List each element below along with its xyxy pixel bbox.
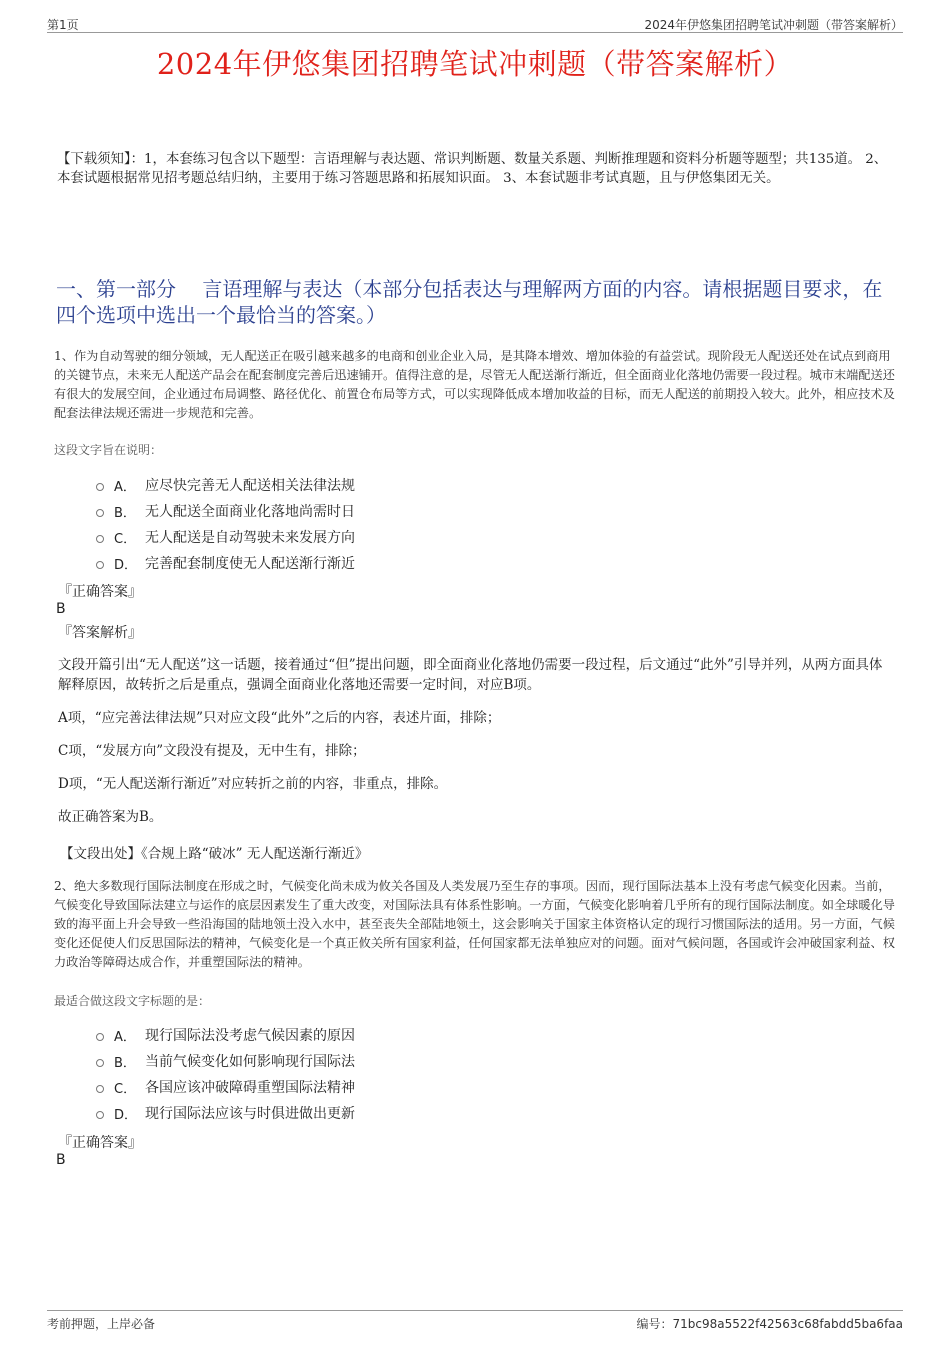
radio-icon[interactable] [96, 1085, 104, 1093]
question-1-options [96, 472, 355, 576]
analysis-label: 『答案解析』 [58, 625, 142, 641]
question-2-options [96, 1022, 355, 1126]
question-2-stem: 2、绝大多数现行国际法制度在形成之时，气候变化尚未成为攸关各国及人类发展乃至生存的事项。因而，现行国际法基本上没有考虑气候变化因素。当前，气候变化导致国际法建立与运作的底层因素发生了重大改变，对国际法具有体系性影响。一方面，气候变化影响着几乎所有的现行国际法制度。如全球暖化导致的海平面上升会导致一些沿海国的陆地领土没入水中，甚至丧失全部陆地领土，这会影响关于国家主体资格认定的现行习惯国际法的适用。另一方面，气候变化还促使人们反思国际法的精神，气候变化是一个真正攸关所有国家利益，任何国家都无法单独应对的问题。面对气候问题，各国或许会冲破国家利益、权力政治等障碍达成合作，并重塑国际法的精神。 [54, 879, 895, 969]
correct-answer-label: 『正确答案』 [58, 584, 142, 600]
option-a[interactable]: A． 应尽快完善无人配送相关法律法规 [96, 472, 355, 498]
footer-serial [636, 1315, 903, 1332]
option-text: 完善配套制度使无人配送渐行渐近 [145, 556, 355, 572]
section-title: 一、第一部分 言语理解与表达（本部分包括表达与理解两方面的内容。请根据题目要求，在四个选项中选出一个最恰当的答案。） [56, 277, 883, 327]
option-text: 当前气候变化如何影响现行国际法 [145, 1054, 355, 1070]
download-notice: 【下载须知】：1，本套练习包含以下题型：言语理解与表达题、常识判断题、数量关系题、判断推理题和资料分析题等题型；共135道。 2、本套试题根据常见招考题总结归纳，主要用于练习答题思路和拓展知识面。 3、本套试题非考试真题，且与伊悠集团无关。 [57, 152, 888, 186]
document-title: 2024年伊悠集团招聘笔试冲刺题（带答案解析） [156, 47, 794, 81]
serial-label: 编号： [636, 1317, 673, 1331]
option-text: 现行国际法应该与时俱进做出更新 [145, 1106, 355, 1122]
analysis-paragraph: A项，“应完善法律法规”只对应文段“此外”之后的内容，表述片面，排除； [58, 710, 501, 726]
option-b[interactable]: B． 无人配送全面商业化落地尚需时日 [96, 498, 355, 524]
serial-number: 71bc98a5522f42563c68fabdd5ba6faa [672, 1317, 903, 1331]
option-text: 无人配送是自动驾驶未来发展方向 [145, 530, 355, 546]
option-d[interactable]: D． 完善配套制度使无人配送渐行渐近 [96, 550, 355, 576]
option-text: 应尽快完善无人配送相关法律法规 [145, 478, 355, 494]
analysis-paragraph: C项，“发展方向”文段没有提及，无中生有，排除； [58, 743, 366, 759]
option-text: 各国应该冲破障碍重塑国际法精神 [145, 1080, 355, 1096]
analysis-paragraph: D项，“无人配送渐行渐近”对应转折之前的内容，非重点，排除。 [58, 776, 448, 792]
radio-icon[interactable] [96, 509, 104, 517]
correct-answer-label: 『正确答案』 [58, 1135, 142, 1151]
text-source: 【文段出处】《合规上路“破冰” 无人配送渐行渐近》 [60, 846, 369, 862]
page-header [47, 14, 903, 33]
radio-icon[interactable] [96, 535, 104, 543]
radio-icon[interactable] [96, 561, 104, 569]
correct-answer: B [56, 601, 66, 617]
footer-slogan: 考前押题，上岸必备 [47, 1317, 156, 1331]
question-1-stem: 1、作为自动驾驶的细分领域，无人配送正在吸引越来越多的电商和创业企业入局，是其降本增效、增加体验的有益尝试。现阶段无人配送还处在试点到商用的关键节点，未来无人配送产品会在配套制度完善后迅速铺开。值得注意的是，尽管无人配送渐行渐近，但全面商业化落地仍需要一段过程。城市末端配送还有很大的发展空间，企业通过布局调整、路径优化、前置仓布局等方式，可以实现降低成本增加收益的目标，而无人配送的前期投入较大。此外，相应技术及配套法律法规还需进一步规范和完善。 [54, 349, 895, 420]
radio-icon[interactable] [96, 1033, 104, 1041]
option-a[interactable]: A． 现行国际法没考虑气候因素的原因 [96, 1022, 355, 1048]
option-text: 无人配送全面商业化落地尚需时日 [145, 504, 355, 520]
option-text: 现行国际法没考虑气候因素的原因 [145, 1028, 355, 1044]
radio-icon[interactable] [96, 483, 104, 491]
option-c[interactable]: C． 各国应该冲破障碍重塑国际法精神 [96, 1074, 355, 1100]
option-d[interactable]: D． 现行国际法应该与时俱进做出更新 [96, 1100, 355, 1126]
radio-icon[interactable] [96, 1059, 104, 1067]
option-c[interactable]: C． 无人配送是自动驾驶未来发展方向 [96, 524, 355, 550]
page-number: 第1页 [47, 18, 79, 32]
option-b[interactable]: B． 当前气候变化如何影响现行国际法 [96, 1048, 355, 1074]
radio-icon[interactable] [96, 1111, 104, 1119]
correct-answer: B [56, 1152, 66, 1168]
answer-analysis [58, 655, 894, 840]
analysis-paragraph: 文段开篇引出“无人配送”这一话题，接着通过“但”提出问题，即全面商业化落地仍需要一段过程，后文通过“此外”引导并列，从两方面具体解释原因，故转折之后是重点，强调全面商业化落地还需要一定时间，对应B项。 [58, 657, 883, 693]
header-doc-name: 2024年伊悠集团招聘笔试冲刺题（带答案解析） [644, 18, 903, 32]
analysis-paragraph: 故正确答案为B。 [58, 809, 163, 825]
question-1-prompt: 这段文字旨在说明： [54, 443, 163, 457]
page-footer [47, 1310, 903, 1331]
question-2-prompt: 最适合做这段文字标题的是： [54, 994, 211, 1008]
